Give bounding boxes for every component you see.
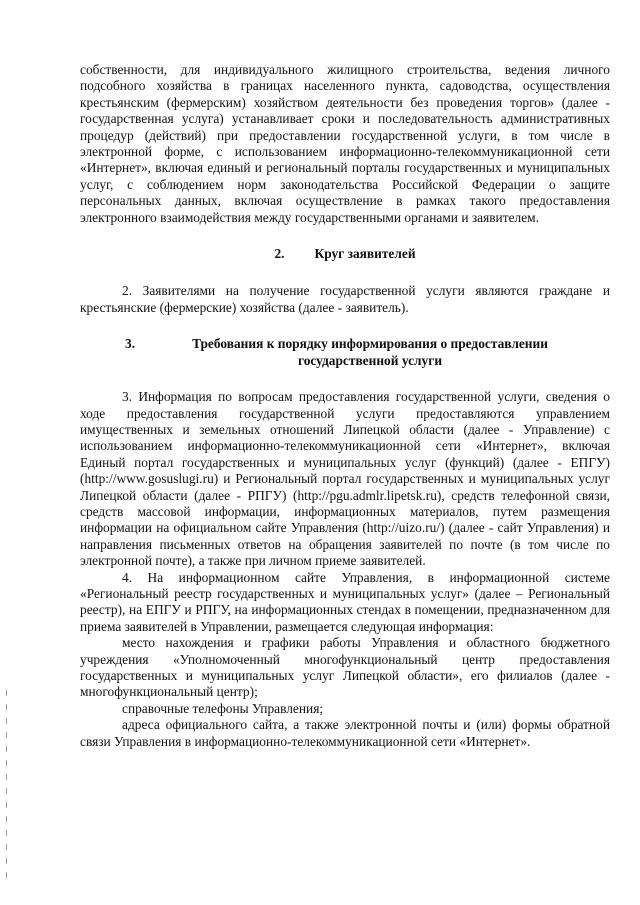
document-page	[80, 62, 610, 750]
section-3-heading	[80, 336, 610, 369]
section-2-title: Круг заявителей	[314, 246, 416, 262]
section-3-title-line2: государственной услуги	[297, 352, 443, 368]
intro-paragraph: собственности, для индивидуального жилищного строительства, ведения личного подсобного хозяйства в границах населенного пункта, садоводства, осуществления крестьянским (фермерским) хозяйством деятельности без проведения торгов» (далее - государственная услуга) устанавливает сроки и последовательность административных процедур (действий) при предоставлении государственной услуги, в том числе в электронной форме, с использованием информационно-телекоммуникационной сети «Интернет», включая единый и региональный порталы государственных и муниципальных услуг, с соблюдением норм законодательства Российской Федерации о защите персональных данных, включая осуществление в рамках такого предоставления электронного взаимодействия между государственными органами и заявителем.	[80, 62, 610, 225]
paragraph-3: 3. Информация по вопросам предоставления государственной услуги, сведения о ходе предоставления государственной услуги предоставляются управлением имущественных и земельных отношений Липецкой области (далее - Управление) с использованием информационно-телекоммуникационной сети «Интернет», включая Единый портал государственных и муниципальных услуг (функций) (далее - ЕПГУ) (http://www.gosuslugi.ru) и Региональный портал государственных и муниципальных услуг Липецкой области (далее - РПГУ) (http://pgu.admlr.lipetsk.ru), средств телефонной связи, средств массовой информации, информационных материалов, путем размещения информации на официальном сайте Управления (http://uizo.ru/) (далее - сайт Управления) и направления письменных ответов на обращения заявителей по почте (в том числе по электронной почте), а также при личном приеме заявителей.	[80, 389, 610, 569]
list-item-location: место нахождения и графики работы Управления и областного бюджетного учреждения «Уполномоченный многофункциональный центр предоставления государственных и муниципальных услуг Липецкой области», его филиалов (далее - многофункциональный центр);	[80, 635, 610, 700]
list-item-phones: справочные телефоны Управления;	[122, 700, 324, 716]
list-item-addresses: адреса официального сайта, а также электронной почты и (или) формы обратной связи Управления в информационно-телекоммуникационной сети «Интернет».	[80, 717, 610, 749]
section-2-paragraph: 2. Заявителями на получение государственной услуги являются граждане и крестьянские (фермерские) хозяйства (далее - заявитель).	[80, 283, 610, 315]
section-3-number: 3.	[125, 336, 136, 352]
section-2-heading	[80, 246, 610, 262]
scan-margin-marks	[6, 690, 8, 890]
paragraph-4: 4. На информационном сайте Управления, в информационной системе «Региональный реестр государственных и муниципальных услуг» (далее – Региональный реестр), на ЕПГУ и РПГУ, на информационных стендах в помещении, предназначенном для приема заявителей в Управлении, размещается следующая информация:	[80, 569, 610, 634]
section-3-title	[150, 336, 610, 369]
section-3-title-line1: Требования к порядку информирования о предоставлении	[192, 336, 548, 352]
section-2-number: 2.	[274, 246, 285, 262]
